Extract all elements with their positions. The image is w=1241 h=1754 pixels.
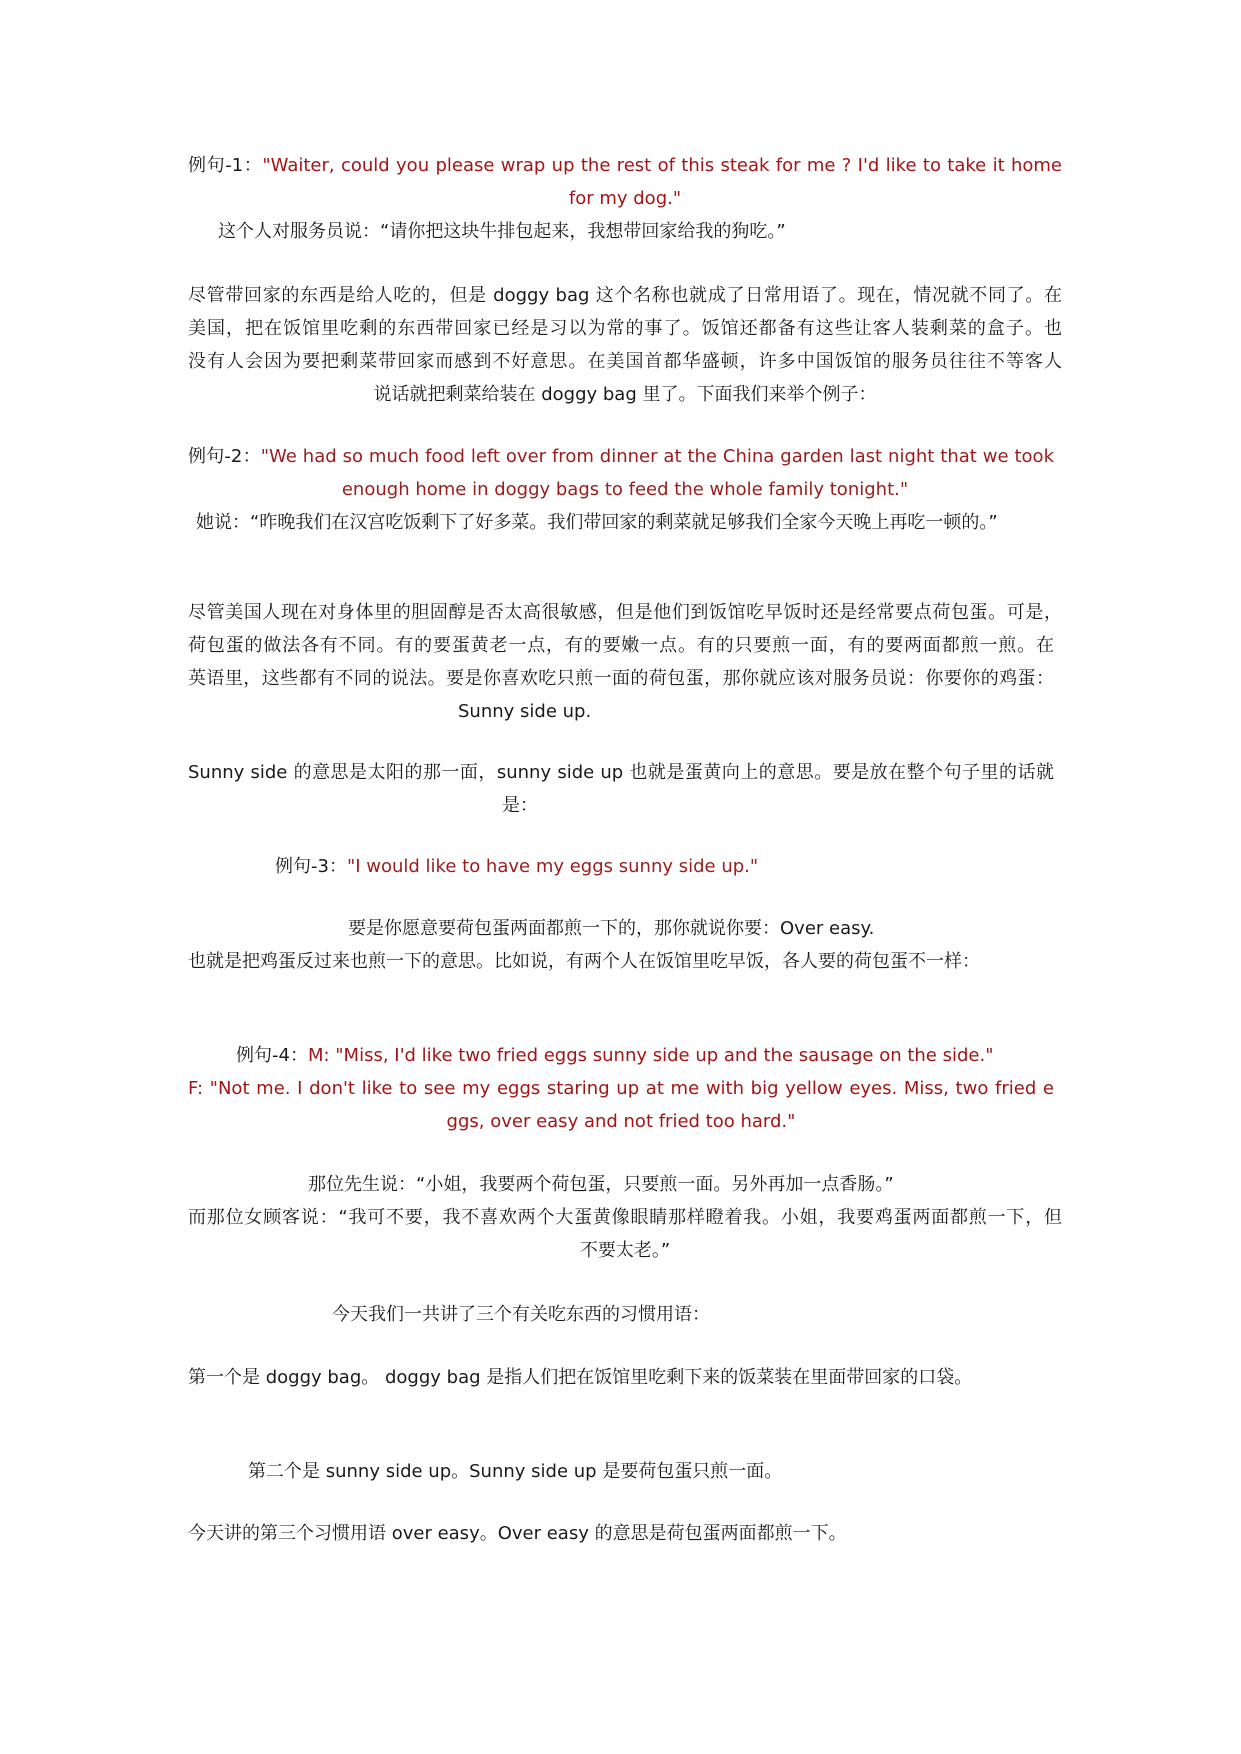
example-1-line-2: for my dog." [568, 188, 682, 209]
example-2-line-2: enough home in doggy bags to feed the whole family tonight." [341, 479, 909, 500]
example-2-label: 例句-2： [188, 446, 261, 467]
example-4-m-text: M: "Miss, I'd like two fried eggs sunny side up and the sausage on the side." [307, 1045, 994, 1066]
summary-second: 第二个是 sunny side up。Sunny side up 是要荷包蛋只煎一面。 [248, 1461, 783, 1482]
paragraph-4-line-2: 也就是把鸡蛋反过来也煎一下的意思。比如说，有两个人在饭馆里吃早饭，各人要的荷包蛋不一样： [188, 951, 980, 972]
example-1-label: 例句-1： [188, 155, 263, 176]
example-3-label: 例句-3： [275, 856, 347, 877]
paragraph-4-line-1: 要是你愿意要荷包蛋两面都煎一下的，那你就说你要：Over easy. [348, 918, 875, 939]
paragraph-5-line-1: 那位先生说：“小姐，我要两个荷包蛋，只要煎一面。另外再加一点香肠。” [308, 1174, 894, 1195]
summary-third: 今天讲的第三个习惯用语 over easy。Over easy 的意思是荷包蛋两面都煎一下。 [188, 1523, 847, 1544]
summary-first: 第一个是 doggy bag。 doggy bag 是指人们把在饭馆里吃剩下来的饭菜装在里面带回家的口袋。 [188, 1367, 973, 1388]
example-4-line-f-1: F: "Not me. I don't like to see my eggs staring up at me with big yellow eyes. Miss, two fried e [188, 1078, 1054, 1099]
paragraph-2-line-2: 荷包蛋的做法各有不同。有的要蛋黄老一点，有的要嫩一点。有的只要煎一面，有的要两面都煎一煎。在 [188, 635, 1054, 656]
example-1-line-1 [188, 149, 1062, 182]
example-4-line-f-2: ggs, over easy and not fried too hard." [446, 1111, 796, 1132]
paragraph-2-line-4: Sunny side up. [458, 701, 592, 722]
summary-intro: 今天我们一共讲了三个有关吃东西的习惯用语： [332, 1304, 710, 1325]
example-2-translation: 她说：“昨晚我们在汉宫吃饭剩下了好多菜。我们带回家的剩菜就足够我们全家今天晚上再吃一顿的。” [196, 512, 998, 533]
paragraph-3-line-2: 是： [502, 795, 538, 816]
example-1-text: "Waiter, could you please wrap up the rest of this steak for me ? I'd like to take it home [262, 155, 1062, 176]
paragraph-3-line-1: Sunny side 的意思是太阳的那一面，sunny side up 也就是蛋黄向上的意思。要是放在整个句子里的话就 [188, 762, 1054, 783]
example-4-line-m [236, 1039, 993, 1072]
paragraph-1-line-2: 美国，把在饭馆里吃剩的东西带回家已经是习以为常的事了。饭馆还都备有这些让客人装剩菜的盒子。也 [188, 318, 1062, 339]
paragraph-1-line-1: 尽管带回家的东西是给人吃的，但是 doggy bag 这个名称也就成了日常用语了。现在，情况就不同了。在 [188, 285, 1062, 306]
example-1-translation: 这个人对服务员说：“请你把这块牛排包起来，我想带回家给我的狗吃。” [218, 221, 786, 242]
example-3-line [275, 850, 758, 883]
example-2-line-1 [188, 440, 1054, 473]
paragraph-1-line-4: 说话就把剩菜给装在 doggy bag 里了。下面我们来举个例子： [373, 384, 877, 405]
paragraph-5-line-2: 而那位女顾客说：“我可不要，我不喜欢两个大蛋黄像眼睛那样瞪着我。小姐，我要鸡蛋两面都煎一下，但 [188, 1207, 1062, 1228]
paragraph-2-line-3: 英语里，这些都有不同的说法。要是你喜欢吃只煎一面的荷包蛋，那你就应该对服务员说：你要你的鸡蛋： [188, 668, 1054, 689]
paragraph-2-line-1: 尽管美国人现在对身体里的胆固醇是否太高很敏感，但是他们到饭馆吃早饭时还是经常要点荷包蛋。可是， [188, 602, 1062, 623]
paragraph-1-line-3: 没有人会因为要把剩菜带回家而感到不好意思。在美国首都华盛顿，许多中国饭馆的服务员往往不等客人 [188, 351, 1062, 372]
example-2-text: "We had so much food left over from dinner at the China garden last night that we took [260, 446, 1054, 467]
example-3-text: "I would like to have my eggs sunny side up." [346, 856, 759, 877]
paragraph-5-line-3: 不要太老。” [579, 1240, 671, 1261]
example-4-label: 例句-4： [236, 1045, 308, 1066]
